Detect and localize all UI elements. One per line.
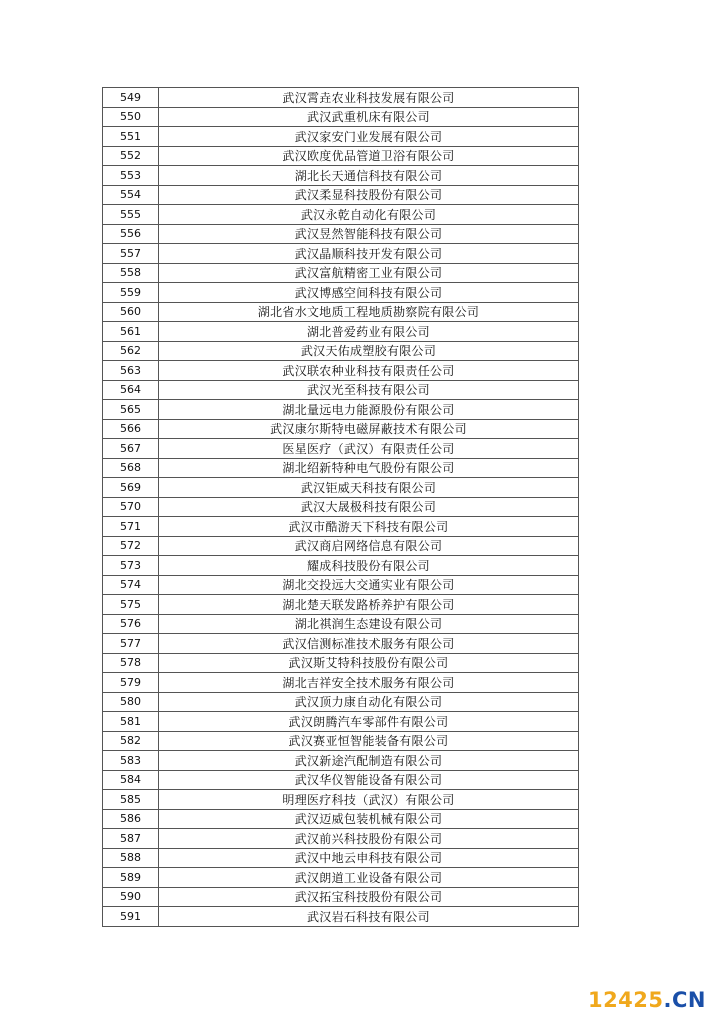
company-name: 耀成科技股份有限公司 [159, 556, 579, 576]
table-row [103, 653, 579, 673]
row-number: 558 [103, 263, 159, 283]
row-number: 564 [103, 380, 159, 400]
company-name: 湖北吉祥安全技术服务有限公司 [159, 673, 579, 693]
table-row [103, 380, 579, 400]
company-name: 武汉柔显科技股份有限公司 [159, 185, 579, 205]
row-number: 555 [103, 205, 159, 225]
table-row [103, 907, 579, 927]
row-number: 565 [103, 400, 159, 420]
company-name: 武汉朗腾汽车零部件有限公司 [159, 712, 579, 732]
row-number: 590 [103, 887, 159, 907]
table-row [103, 244, 579, 264]
company-name: 武汉朗道工业设备有限公司 [159, 868, 579, 888]
table-row [103, 770, 579, 790]
row-number: 574 [103, 575, 159, 595]
row-number: 567 [103, 439, 159, 459]
row-number: 577 [103, 634, 159, 654]
table-row [103, 458, 579, 478]
company-name: 武汉天佑成塑胶有限公司 [159, 341, 579, 361]
company-name: 武汉富航精密工业有限公司 [159, 263, 579, 283]
table-row [103, 595, 579, 615]
row-number: 563 [103, 361, 159, 381]
company-name: 湖北绍新特种电气股份有限公司 [159, 458, 579, 478]
row-number: 552 [103, 146, 159, 166]
table-row [103, 166, 579, 186]
company-name: 武汉霄垚农业科技发展有限公司 [159, 88, 579, 108]
row-number: 570 [103, 497, 159, 517]
table-row [103, 205, 579, 225]
row-number: 556 [103, 224, 159, 244]
row-number: 578 [103, 653, 159, 673]
table-row [103, 692, 579, 712]
row-number: 568 [103, 458, 159, 478]
row-number: 562 [103, 341, 159, 361]
row-number: 584 [103, 770, 159, 790]
row-number: 588 [103, 848, 159, 868]
company-name: 武汉岩石科技有限公司 [159, 907, 579, 927]
table-row [103, 127, 579, 147]
row-number: 576 [103, 614, 159, 634]
company-name: 武汉大晟极科技有限公司 [159, 497, 579, 517]
row-number: 561 [103, 322, 159, 342]
table-row [103, 829, 579, 849]
table-row [103, 283, 579, 303]
company-name: 武汉赛亚恒智能装备有限公司 [159, 731, 579, 751]
table-row [103, 887, 579, 907]
table-row [103, 673, 579, 693]
row-number: 559 [103, 283, 159, 303]
row-number: 583 [103, 751, 159, 771]
row-number: 553 [103, 166, 159, 186]
table-row [103, 439, 579, 459]
row-number: 569 [103, 478, 159, 498]
table-row [103, 478, 579, 498]
company-name: 武汉迈威包装机械有限公司 [159, 809, 579, 829]
company-name: 武汉欧度优品管道卫浴有限公司 [159, 146, 579, 166]
table-row [103, 575, 579, 595]
company-name: 武汉武重机床有限公司 [159, 107, 579, 127]
row-number: 550 [103, 107, 159, 127]
company-name: 医星医疗（武汉）有限责任公司 [159, 439, 579, 459]
row-number: 557 [103, 244, 159, 264]
table-row [103, 848, 579, 868]
row-number: 571 [103, 517, 159, 537]
table-row [103, 731, 579, 751]
table-row [103, 419, 579, 439]
company-name: 武汉顶力康自动化有限公司 [159, 692, 579, 712]
row-number: 586 [103, 809, 159, 829]
row-number: 551 [103, 127, 159, 147]
row-number: 560 [103, 302, 159, 322]
table-row [103, 322, 579, 342]
table-row [103, 712, 579, 732]
table-row [103, 88, 579, 108]
row-number: 581 [103, 712, 159, 732]
table-row [103, 809, 579, 829]
company-name: 武汉华仪智能设备有限公司 [159, 770, 579, 790]
table-body [103, 88, 579, 927]
company-name: 湖北量远电力能源股份有限公司 [159, 400, 579, 420]
company-name: 湖北长天通信科技有限公司 [159, 166, 579, 186]
watermark-dot: . [663, 988, 672, 1012]
row-number: 589 [103, 868, 159, 888]
company-list-table [102, 87, 579, 927]
company-name: 湖北交投远大交通实业有限公司 [159, 575, 579, 595]
company-name: 武汉斯艾特科技股份有限公司 [159, 653, 579, 673]
row-number: 572 [103, 536, 159, 556]
row-number: 575 [103, 595, 159, 615]
row-number: 566 [103, 419, 159, 439]
company-name: 武汉钜威天科技有限公司 [159, 478, 579, 498]
company-name: 武汉永乾自动化有限公司 [159, 205, 579, 225]
company-name: 湖北省水文地质工程地质勘察院有限公司 [159, 302, 579, 322]
row-number: 573 [103, 556, 159, 576]
table-row [103, 556, 579, 576]
table-row [103, 361, 579, 381]
row-number: 582 [103, 731, 159, 751]
company-name: 武汉新途汽配制造有限公司 [159, 751, 579, 771]
company-name: 武汉博感空间科技有限公司 [159, 283, 579, 303]
table-row [103, 517, 579, 537]
company-name: 武汉康尔斯特电磁屏蔽技术有限公司 [159, 419, 579, 439]
company-name: 武汉拓宝科技股份有限公司 [159, 887, 579, 907]
company-name: 武汉商启网络信息有限公司 [159, 536, 579, 556]
row-number: 554 [103, 185, 159, 205]
table-row [103, 224, 579, 244]
row-number: 579 [103, 673, 159, 693]
company-name: 武汉晶顺科技开发有限公司 [159, 244, 579, 264]
table-row [103, 400, 579, 420]
company-name: 武汉前兴科技股份有限公司 [159, 829, 579, 849]
table-row [103, 536, 579, 556]
table-row [103, 497, 579, 517]
table-row [103, 614, 579, 634]
row-number: 580 [103, 692, 159, 712]
site-watermark [588, 988, 706, 1012]
watermark-number: 12425 [587, 988, 664, 1012]
row-number: 585 [103, 790, 159, 810]
company-name: 武汉中地云申科技有限公司 [159, 848, 579, 868]
company-name: 武汉信测标准技术服务有限公司 [159, 634, 579, 654]
company-name: 武汉联农种业科技有限责任公司 [159, 361, 579, 381]
company-name: 明理医疗科技（武汉）有限公司 [159, 790, 579, 810]
company-name: 武汉市酷游天下科技有限公司 [159, 517, 579, 537]
company-name: 武汉光至科技有限公司 [159, 380, 579, 400]
table-row [103, 263, 579, 283]
table-row [103, 302, 579, 322]
row-number: 549 [103, 88, 159, 108]
company-name: 武汉家安门业发展有限公司 [159, 127, 579, 147]
table-row [103, 634, 579, 654]
company-name: 湖北普爱药业有限公司 [159, 322, 579, 342]
company-name: 湖北祺润生态建设有限公司 [159, 614, 579, 634]
watermark-suffix: CN [672, 988, 706, 1012]
table-row [103, 107, 579, 127]
company-name: 武汉昱然智能科技有限公司 [159, 224, 579, 244]
table-row [103, 790, 579, 810]
table-row [103, 868, 579, 888]
row-number: 587 [103, 829, 159, 849]
table-row [103, 185, 579, 205]
company-name: 湖北楚天联发路桥养护有限公司 [159, 595, 579, 615]
row-number: 591 [103, 907, 159, 927]
table-row [103, 751, 579, 771]
table-row [103, 146, 579, 166]
table-row [103, 341, 579, 361]
